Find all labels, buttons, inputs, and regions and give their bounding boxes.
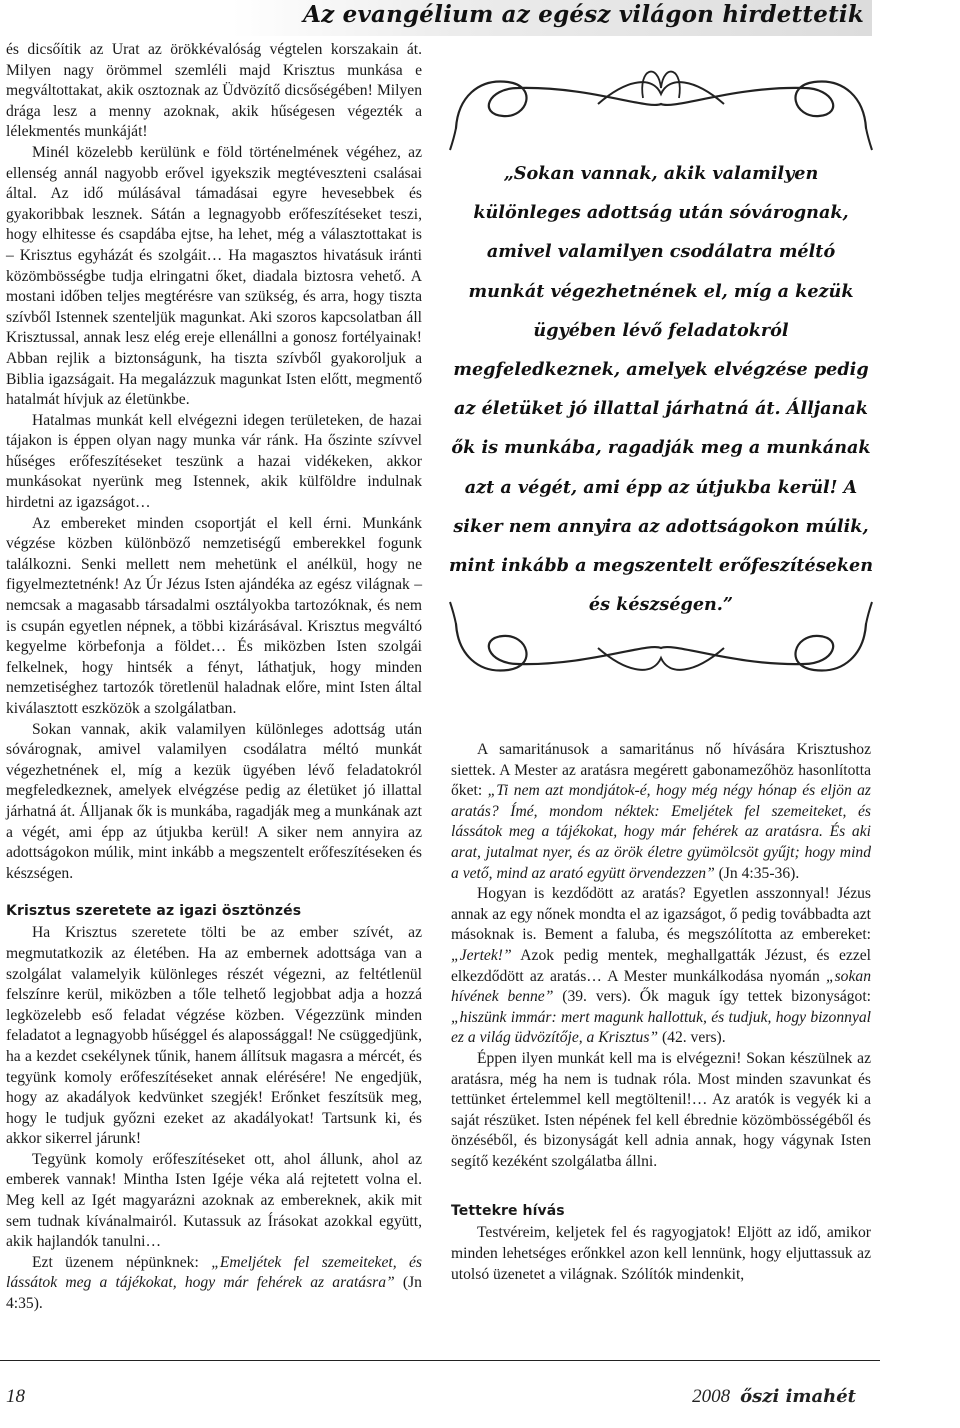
left-column — [6, 40, 422, 1315]
paragraph — [6, 1253, 422, 1315]
paragraph-text: (39. vers). Ők maguk így tettek bizonyságot: — [553, 988, 871, 1006]
paragraph: Hatalmas munkát kell elvégezni idegen területeken, de hazai tájakon is éppen olyan nagy munka vár ránk. Ha őszinte szívvel hűséges erőfeszítéseket teszünk a hazai vidékeken, akkor munkásokat nyerünk meg Istennek, akik külföldre indulnak hirdetni az igazságot… — [6, 411, 422, 512]
paragraph: Minél közelebb kerülünk e föld történelmének végéhez, az ellenség annál nagyobb erővel igyekszik megtéveszteni csalásai által. Az idő múlásával támadásai egyre hevesebbek és gyakoribbak lesznek. Sátán a legnagyobb erőfeszítéseket teszi, hogy elhitesse és csapdába ejtse, ha lehet, még a választottakat is – Krisztus egyházát és szolgáit… Ha magasztos hivatásuk iránti közömbösségbe tudja elringatni őket, diadala biztosra vehető. A mostani időben teljes megtérésre van szükség, és arra, hogy tiszta szívből Istennek szenteljük magunkat. Aki szoros kapcsolatban áll Krisztussal, annak lesz elég ereje ellenállni a gonosz fortélyainak! Abban rejlik a biztonságunk, ha tiszta szívből gyakoroljuk a Biblia igazságait. Ha megalázzuk magunkat Isten előtt, megmentő hatalmát hívjuk az életünkbe. — [6, 143, 422, 409]
ribbon-ornament-icon — [448, 58, 874, 154]
right-column — [451, 740, 871, 1285]
footer-rule — [0, 1360, 880, 1361]
magazine-title: őszi imahét — [740, 1386, 856, 1407]
paragraph — [451, 740, 871, 884]
paragraph: Testvéreim, keljetek fel és ragyogjatok! Eljött az idő, amikor minden lehetséges erőnkkel azon kell lennünk, hogy eljuttassuk az utolsó üzenetet a világnak. Szólítók mindenkit, — [451, 1224, 871, 1283]
bible-reference: (Jn 4:35-36). — [714, 864, 800, 882]
paragraph: és dicsőítik az Urat az örökkévalóság végtelen korszakain át. Milyen nagy örömmel szemléli majd Krisztus munkása e megváltottakat, akik osztoznak az Üdvözítő dicsőségében! Milyen drága lesz a menny azoknak, akik hűségesen végezték a lélekmentés munkáját! — [6, 41, 422, 141]
bible-quote: „Jertek!” — [451, 946, 512, 964]
page-number: 18 — [6, 1386, 25, 1407]
running-title: Az evangélium az egész világon hirdettetik — [303, 1, 864, 28]
pull-quote-text: „Sokan vannak, akik valamilyen különleges adottság után sóvárognak, amivel valamilyen csodálatra méltó munkát végezhetnének el, míg a kezük ügyében lévő feladatokról megfeledkeznek, amelyek elvégzése pedig az életüket jó illattal járhatná át. Álljanak ők is munkába, ragadják meg a munkának azt a végét, ami épp az útjukba kerül! A siker nem annyira az adottságokon múlik, mint inkább a megszentelt erőfeszítéseken és készségen.” — [448, 163, 874, 616]
paragraph-text: Hogyan is kezdődött az aratás? Egyetlen asszonnyal! Jézus annak az egy nőnek mondta el az igazságot, ő pedig továbbadta azt másoknak is. Bement a faluba, és megszólította az embereket: — [451, 885, 871, 944]
section-heading: Tettekre hívás — [451, 1203, 565, 1220]
bible-quote: „sokan hívének benne” — [451, 967, 871, 1006]
paragraph: Sokan vannak, akik valamilyen különleges adottság után sóvárognak, amivel valamilyen csodálatra méltó munkát végezhetnének el, míg a kezük ügyében lévő feladatokról megfeledkeznek, amelyek elvégzése pedig az életüket jó illattal járhatná át. Álljanak ők is munkába, ragadják meg a munkának azt a végét, ami épp az útjukba kerül! A siker nem annyira az adottságokon múlik, mint inkább a megszentelt erőfeszítéseken és készségen. — [6, 720, 422, 882]
footer-year: 2008 — [692, 1386, 731, 1407]
paragraph-text: Azok pedig mentek, meghallgatták Jézust, és ezzel elkezdődött az aratás… A Mester munkálkodása nyomán — [451, 946, 871, 985]
paragraph: Ha Krisztus szeretete tölti be az ember szívét, az megmutatkozik az életében. Ha az embernek adottsága van a szolgálat valamelyik különleges részét végezni, az feltétlenül felszínre kerül, miközben a tőle telhető legjobbat adja a hozzá legközelebb eső feladat végzése közben. Végezzünk minden feladatot a legnagyobb hűséggel és alapossággal! Ne csüggedjünk, ha a kezdet csekélynek tűnik, hanem állítsuk magasra a mércét, és tegyünk komoly erőfeszítéseket annak elérésére! Ne engedjük, hogy az akadályok kedvünket szegjék! Erőnket feszítsük meg, hogy le tudjuk győzni ezeket az akadályokat! Tartsunk ki, és akkor sikerrel járunk! — [6, 924, 422, 1148]
section-heading: Krisztus szeretete az igazi ösztönzés — [6, 903, 302, 920]
bible-reference: (42. vers). — [658, 1029, 726, 1047]
paragraph — [451, 884, 871, 1049]
paragraph-text: Ezt üzenem népünknek: — [32, 1253, 212, 1271]
bible-quote: „hiszünk immár: mert magunk hallottuk, és tudjuk, hogy bizonnyal ez a világ üdvözítője, a Krisztus” — [451, 1008, 871, 1047]
bible-reference: (Jn 4:35). — [6, 1274, 422, 1313]
bible-quote: „Emeljétek fel szemeiteket, és lássátok meg a tájékokat, hogy már fehérek az aratásra” — [6, 1253, 422, 1292]
paragraph: Éppen ilyen munkát kell ma is elvégezni! Sokan készülnek az aratásra, még ha nem is tudnak róla. Most minden szavunkat és tettünket értelemmel kell megtöltenil!… Az aratók is vegyék ki a saját részüket. Isten népének fel kell ébrednie közömbösségéből és önzéséből, és bizonyságát kell adnia annak, hogy vágynak Isten segítő kezéként szolgálatba állni. — [451, 1049, 871, 1170]
ribbon-ornament-icon — [448, 598, 874, 694]
pull-quote — [448, 58, 874, 678]
footer-brand — [692, 1386, 856, 1408]
paragraph: Az embereket minden csoportját el kell érni. Munkánk végzése közben különböző nemzetiségű emberekkel fogunk találkozni. Senki mellett nem mehetünk el anélkül, hogy ne figyelmeztetnénk! Az Úr Jézus Isten ajándéka az egész világnak – nemcsak a magasabb társadalmi osztályokba tartozóknak, és nem is csupán egyetlen népnek, a többi kizárásával. Krisztus megváltó kegyelme körbefonja a földet… És miközben Isten szolgái felkelnek, hogy hintsék a fényt, láthatjuk, hogy minden nemzetiséghez tartozók töretlenül haladnak előre, mint Isten által kiválasztott eszközök a szolgálatban. — [6, 514, 422, 717]
paragraph: Tegyünk komoly erőfeszítéseket ott, ahol állunk, ahol az emberek vannak! Mintha Isten Igéje véka alá rejtetett volna el. Meg kell az Igét magyarázni azoknak az embereknek, akik mit sem tudnak kívánalmairól. Kutassuk az Írásokat azokkal együtt, akik hajlandók tanulni… — [6, 1150, 422, 1251]
paragraph-text: A samaritánusok a samaritánus nő hívására Krisztushoz siettek. A Mester az aratásra megérett gabonamezőhöz hasonlította őket: — [451, 741, 871, 800]
bible-quote: „Ti nem azt mondjátok-é, hogy még négy hónap és eljön az aratás? Ímé, mondom néktek: Emeljétek fel szemeiteket, és lássátok meg a tájékokat, hogy már fehérek az aratásra. És aki arat, jutalmat nyer, és az örök életre gyümölcsöt gyűjt; hogy mind a vető, mind az arató együtt örvendezzen” — [451, 782, 871, 882]
